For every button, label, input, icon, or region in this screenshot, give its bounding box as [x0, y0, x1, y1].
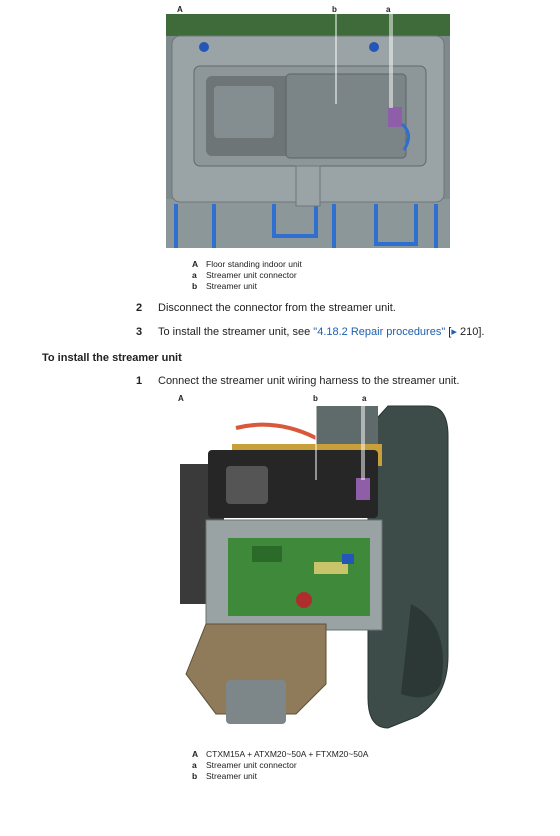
page-ref[interactable]: 210: [459, 326, 479, 338]
legend-text: Streamer unit connector: [206, 760, 297, 770]
step-1: [136, 374, 459, 388]
figure1-illustration: [166, 14, 450, 248]
step-number: 2: [136, 302, 143, 314]
step-text-end: ].: [478, 326, 485, 338]
figure2-illustration: [166, 404, 452, 738]
figure1-legend: [192, 259, 302, 292]
legend-text: Streamer unit connector: [206, 270, 297, 280]
legend-key: A: [192, 259, 199, 269]
legend-key: A: [192, 749, 199, 759]
step-text: Disconnect the connector from the streamer unit.: [158, 302, 396, 314]
legend-row: [192, 760, 368, 771]
legend-key: b: [192, 771, 198, 781]
legend-text: Streamer unit: [206, 771, 258, 781]
legend-key: b: [192, 281, 198, 291]
figure2-legend: [192, 749, 368, 782]
legend-row: [192, 749, 368, 760]
page-ref-arrow-icon[interactable]: ▸: [451, 326, 457, 338]
step-number: 1: [136, 375, 143, 387]
legend-text: CTXM15A + ATXM20~50A + FTXM20~50A: [206, 749, 369, 759]
section-heading: To install the streamer unit: [42, 352, 182, 364]
figure2-label-A: A: [178, 394, 184, 403]
figure1-label-A: A: [177, 5, 183, 14]
legend-row: [192, 281, 302, 292]
legend-row: [192, 270, 302, 281]
legend-key: a: [192, 270, 197, 280]
repair-procedures-link[interactable]: "4.18.2 Repair procedures": [313, 326, 446, 338]
figure2-label-b: b: [313, 394, 318, 403]
step-text: Connect the streamer unit wiring harness to the streamer unit.: [158, 375, 460, 387]
legend-row: [192, 259, 302, 270]
legend-text: Floor standing indoor unit: [206, 259, 302, 269]
step-text-after: [: [445, 326, 452, 338]
legend-text: Streamer unit: [206, 281, 258, 291]
step-text: [158, 325, 484, 339]
step-3: [136, 325, 484, 339]
legend-row: [192, 771, 368, 782]
step-text-before: To install the streamer unit, see: [158, 326, 314, 338]
figure1-label-b: b: [332, 5, 337, 14]
legend-key: a: [192, 760, 197, 770]
step-2: [136, 301, 396, 315]
figure2-label-a: a: [362, 394, 367, 403]
step-number: 3: [136, 326, 143, 338]
figure1-label-a: a: [386, 5, 391, 14]
